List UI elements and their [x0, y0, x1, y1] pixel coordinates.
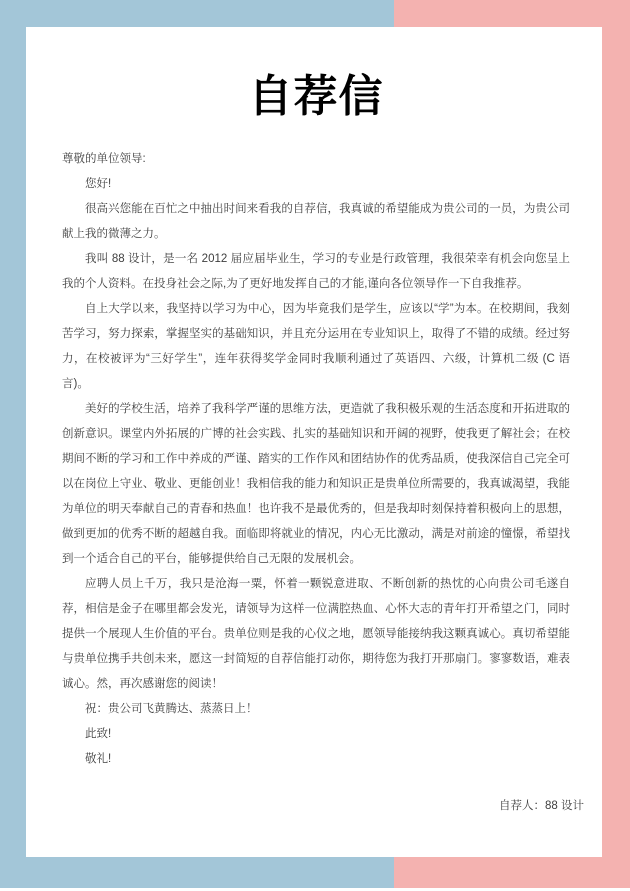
letter-body [62, 147, 584, 819]
salutation: 尊敬的单位领导: [62, 153, 146, 165]
greeting: 您好! [85, 178, 112, 190]
paragraph-school-life: 美好的学校生活，培养了我科学严谨的思维方法，更造就了我积极乐观的生活态度和开拓进取的创新意识。课堂内外拓展的广博的社会实践、扎实的基础知识和开阔的视野，使我更了解社会；在校期间不断的学习和工作中养成的严谨、踏实的工作作风和团结协作的优秀品质，使我深信自己完全可以在岗位上守业、敬业、更能创业！我相信我的能力和知识正是贵单位所需要的，我真诚渴望，我能为单位的明天奉献自己的青春和热血！也许我不是最优秀的，但是我却时刻保持着积极向上的思想，做到更加的优秀不断的超越自我。面临即将就业的情况，内心无比激动，满是对前途的憧憬，希望找到一个适合自己的平台，能够提供给自己无限的发展机会。 [62, 403, 570, 565]
closing-line: 此致! [85, 728, 112, 740]
page-title: 自荐信 [248, 72, 384, 121]
paragraph-appeal: 应聘人员上千万，我只是沧海一粟，怀着一颗锐意进取、不断创新的热忱的心向贵公司毛遂自荐，相信是金子在哪里都会发光，请领导为这样一位满腔热血、心怀大志的青年打开希望之门，同时提供一个展现人生价值的平台。贵单位则是我的心仪之地，愿领导能接纳我这颗真诚心。真切希望能与贵单位携手共创未来，愿这一封简短的自荐信能打动你，期待您为我打开那扇门。寥寥数语，难表诚心。然，再次感谢您的阅读！ [62, 578, 570, 690]
letter-page [26, 27, 602, 857]
wish-line: 祝：贵公司飞黄腾达、蒸蒸日上！ [85, 703, 258, 715]
paragraph-self-introduction: 我叫 88 设计，是一名 2012 届应届毕业生，学习的专业是行政管理，我很荣幸有机会向您呈上我的个人资料。在投身社会之际,为了更好地发挥自己的才能,谨向各位领导作一下自我推荐。 [62, 253, 570, 290]
signature: 自荐人：88 设计 [499, 800, 584, 812]
paragraph-intro: 很高兴您能在百忙之中抽出时间来看我的自荐信，我真诚的希望能成为贵公司的一员，为贵公司献上我的微薄之力。 [62, 203, 570, 240]
paragraph-study: 自上大学以来，我坚持以学习为中心，因为毕竟我们是学生，应该以“学”为本。在校期间，我刻苦学习，努力探索，掌握坚实的基础知识，并且充分运用在专业知识上，取得了不错的成绩。经过努力，在校被评为“三好学生”，连年获得奖学金同时我顺利通过了英语四、六级，计算机二级 (C 语言)。 [62, 303, 570, 390]
salute-line: 敬礼! [85, 753, 112, 765]
